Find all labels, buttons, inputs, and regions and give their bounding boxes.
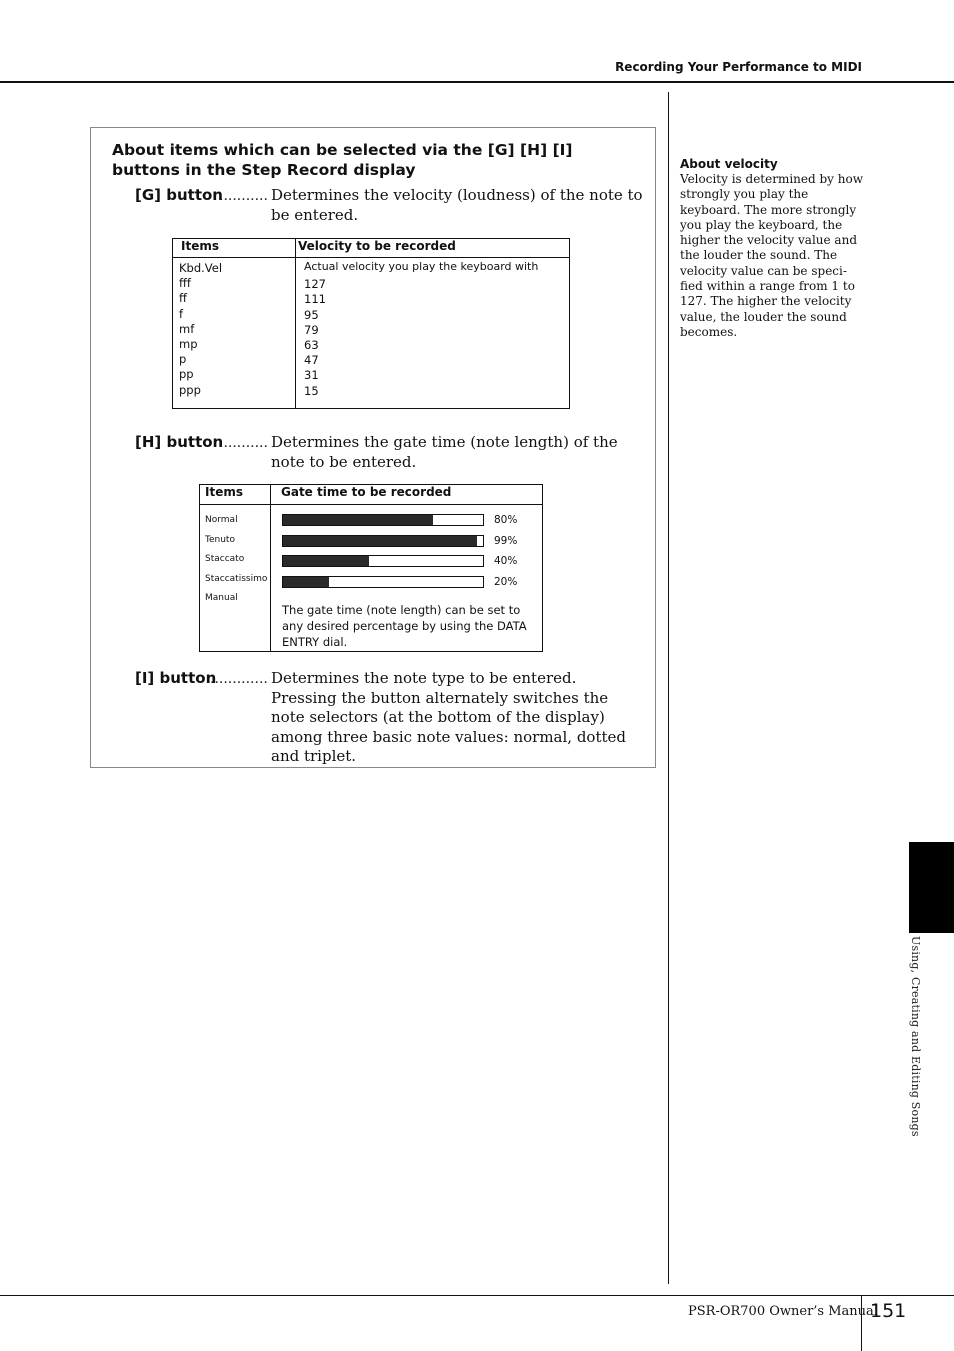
gate-bar-row: [282, 510, 542, 531]
velocity-value: 127: [304, 277, 326, 292]
velocity-value: 111: [304, 292, 326, 307]
h-button-label: [H] button: [135, 433, 224, 451]
gate-bar-fill: [283, 515, 433, 525]
velocity-col-velocity: Velocity to be recorded: [296, 239, 570, 258]
gate-bar-row: [282, 551, 542, 572]
page-number: 151: [870, 1300, 907, 1322]
velocity-item: pp: [179, 367, 194, 382]
i-button-leader: .............: [210, 671, 268, 687]
g-button-label: [G] button: [135, 186, 223, 204]
velocity-col-items: Items: [173, 239, 296, 258]
gate-bar-row: [282, 531, 542, 552]
gate-items-cell: [200, 505, 271, 652]
gate-item: Normal: [205, 515, 238, 525]
gate-bar-percent: 80%: [494, 514, 518, 527]
gate-item: Tenuto: [205, 534, 235, 545]
chapter-tab-label: Using, Creating and Editing Songs: [909, 936, 922, 1137]
sidebar-body: Velocity is determined by how strongly you play the keyboard. The more strongly you play the keyboard, the higher the velocity value and the louder the sound. The velocity value can be speci-fied within a range from 1 to 127. The higher the velocity value, the louder the sound becomes.: [680, 172, 863, 339]
velocity-item: fff: [179, 276, 191, 291]
header-rule: [0, 81, 954, 83]
velocity-value: 47: [304, 353, 319, 368]
velocity-value: 15: [304, 383, 319, 398]
gate-col-gate-time: Gate time to be recorded: [271, 485, 543, 505]
chapter-tab: [909, 842, 954, 933]
velocity-table-header: [173, 239, 570, 258]
running-header: Recording Your Performance to MIDI: [615, 60, 862, 74]
g-button-description: Determines the velocity (loudness) of the note to be entered.: [271, 186, 643, 224]
gate-item: Staccato: [205, 554, 245, 564]
gate-bars-cell: [271, 505, 543, 652]
sidebar-heading: About velocity: [680, 157, 778, 171]
gate-bar: [282, 535, 484, 547]
velocity-items-cell: [173, 258, 296, 409]
gate-bar-fill: [283, 536, 477, 546]
gate-bar-percent: 20%: [494, 575, 518, 588]
velocity-table: [172, 238, 570, 409]
h-button-description: Determines the gate time (note length) of the note to be entered.: [271, 433, 618, 471]
i-button-description: Determines the note type to be entered. Pressing the button alternately switches the note selectors (at the bottom of the display) among three basic note values: normal, dotted and triplet.: [271, 669, 626, 765]
gate-bar-fill: [283, 577, 329, 587]
velocity-item: Kbd.Vel: [179, 261, 223, 275]
velocity-item: ff: [179, 291, 187, 306]
velocity-item: f: [179, 306, 184, 321]
gate-time-table: [199, 484, 543, 652]
velocity-values-cell: [296, 258, 570, 409]
velocity-item: mp: [179, 337, 198, 352]
gate-bar-percent: 99%: [494, 534, 518, 547]
gate-bar-fill: [283, 556, 369, 566]
gate-table-header: [200, 485, 543, 505]
gate-bar-row: [282, 572, 542, 593]
velocity-value: 63: [304, 338, 319, 353]
g-button-leader: ...........: [219, 188, 268, 204]
velocity-item: ppp: [179, 382, 201, 397]
footer-manual-title: PSR-OR700 Owner’s Manual: [688, 1304, 878, 1319]
gate-col-items: Items: [200, 485, 271, 505]
column-divider: [668, 92, 669, 1284]
velocity-table-body: [173, 258, 570, 409]
velocity-value: 31: [304, 368, 319, 383]
gate-note: The gate time (note length) can be set to any desired percentage by using the DATA ENTRY dial.: [282, 603, 527, 649]
box-heading: About items which can be selected via the [G] [H] [I] buttons in the Step Record display: [112, 141, 573, 179]
gate-item: Staccatissimo: [205, 573, 268, 584]
i-button-label: [I] button: [135, 669, 217, 687]
gate-bar-percent: 40%: [494, 555, 518, 568]
velocity-item: p: [179, 352, 187, 367]
velocity-value: 95: [304, 307, 319, 322]
gate-bar: [282, 555, 484, 567]
velocity-value: 79: [304, 322, 319, 337]
gate-item: Manual: [205, 593, 238, 603]
h-button-leader: ...........: [219, 435, 268, 451]
footer-rule: [0, 1295, 954, 1296]
velocity-note: Actual velocity you play the keyboard with: [304, 260, 539, 273]
gate-bar: [282, 514, 484, 526]
gate-bar: [282, 576, 484, 588]
velocity-item: mf: [179, 321, 195, 336]
gate-table-body: [200, 505, 543, 652]
